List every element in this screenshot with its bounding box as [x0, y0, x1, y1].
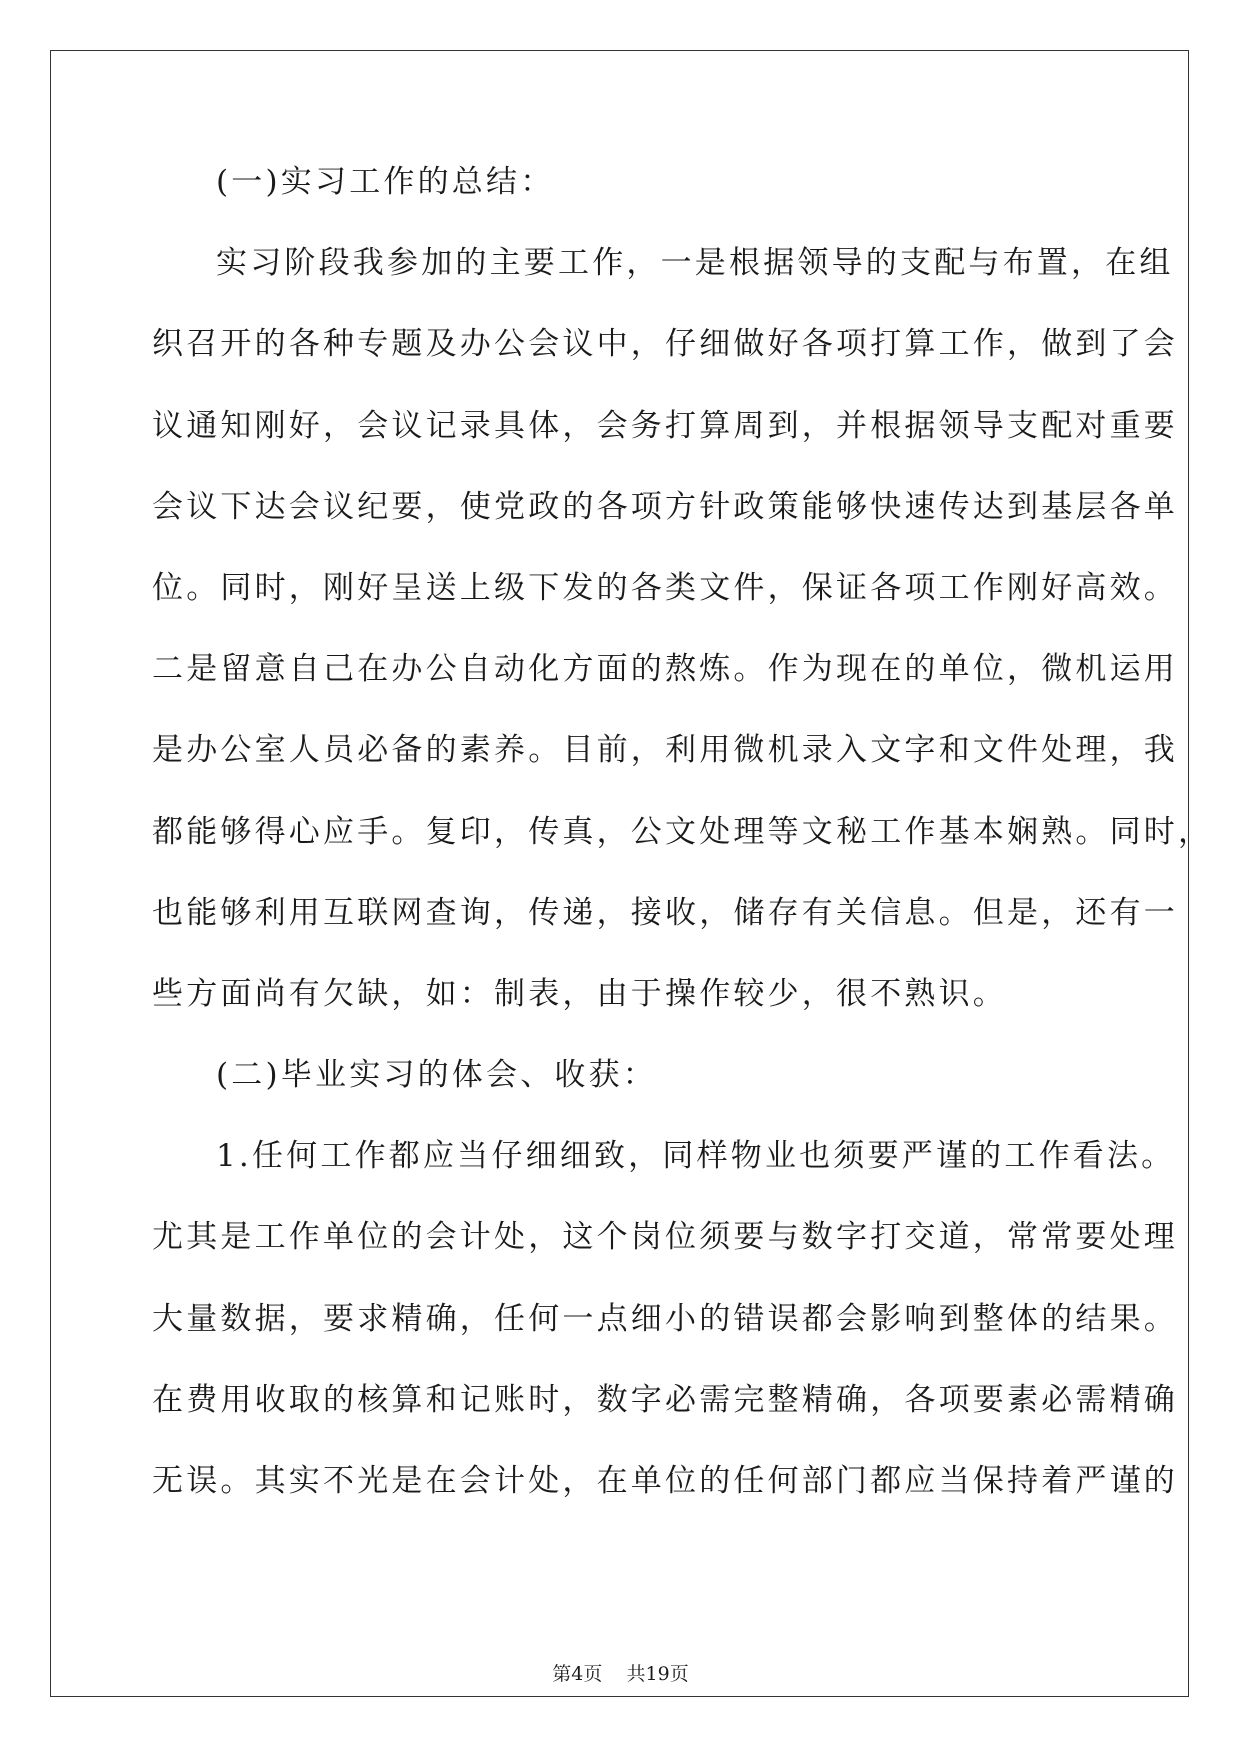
paragraph-line: 1.任何工作都应当仔细细致，同样物业也须要严谨的工作看法。 [216, 1138, 1176, 1175]
paragraph-line: 些方面尚有欠缺，如：制表，由于操作较少，很不熟识。 [152, 975, 1007, 1012]
current-page-number: 4 [571, 1663, 584, 1685]
paragraph-line: (一)实习工作的总结： [216, 164, 555, 200]
paragraph-line: 二是留意自己在办公自动化方面的熬炼。作为现在的单位，微机运用 [152, 651, 1178, 688]
paragraph-line: 议通知刚好，会议记录具体，会务打算周到，并根据领导支配对重要 [152, 407, 1178, 444]
page-label-suffix: 页 [583, 1663, 603, 1685]
total-label-suffix: 页 [669, 1663, 689, 1685]
paragraph-line: 无误。其实不光是在会计处，在单位的任何部门都应当保持着严谨的 [152, 1463, 1178, 1499]
document-body [152, 162, 1213, 1542]
paragraph-line: 尤其是工作单位的会计处，这个岗位须要与数字打交道，常常要处理 [152, 1219, 1178, 1256]
paragraph-line: 位。同时，刚好呈送上级下发的各类文件，保证各项工作刚好高效。 [152, 569, 1178, 606]
total-label-prefix: 共 [626, 1663, 646, 1685]
paragraph-line: 在费用收取的核算和记账时，数字必需完整精确，各项要素必需精确 [152, 1381, 1178, 1418]
paragraph-line: 也能够利用互联网查询，传递，接收，储存有关信息。但是，还有一 [152, 894, 1178, 931]
paragraph-line: 都能够得心应手。复印，传真，公文处理等文秘工作基本娴熟。同时， [152, 813, 1213, 850]
paragraph-line: 是办公室人员必备的素养。目前，利用微机录入文字和文件处理，我 [152, 732, 1178, 769]
paragraph-line: 大量数据，要求精确，任何一点细小的错误都会影响到整体的结果。 [152, 1300, 1178, 1337]
page-footer [0, 1659, 1241, 1686]
page-label-prefix: 第 [552, 1663, 572, 1685]
total-pages-number: 19 [645, 1663, 670, 1685]
paragraph-line: 会议下达会议纪要，使党政的各项方针政策能够快速传达到基层各单 [152, 488, 1178, 525]
paragraph-line: 实习阶段我参加的主要工作，一是根据领导的支配与布置，在组 [216, 245, 1174, 282]
paragraph-line: 织召开的各种专题及办公会议中，仔细做好各项打算工作，做到了会 [152, 326, 1178, 363]
paragraph-line: (二)毕业实习的体会、收获： [216, 1057, 657, 1094]
